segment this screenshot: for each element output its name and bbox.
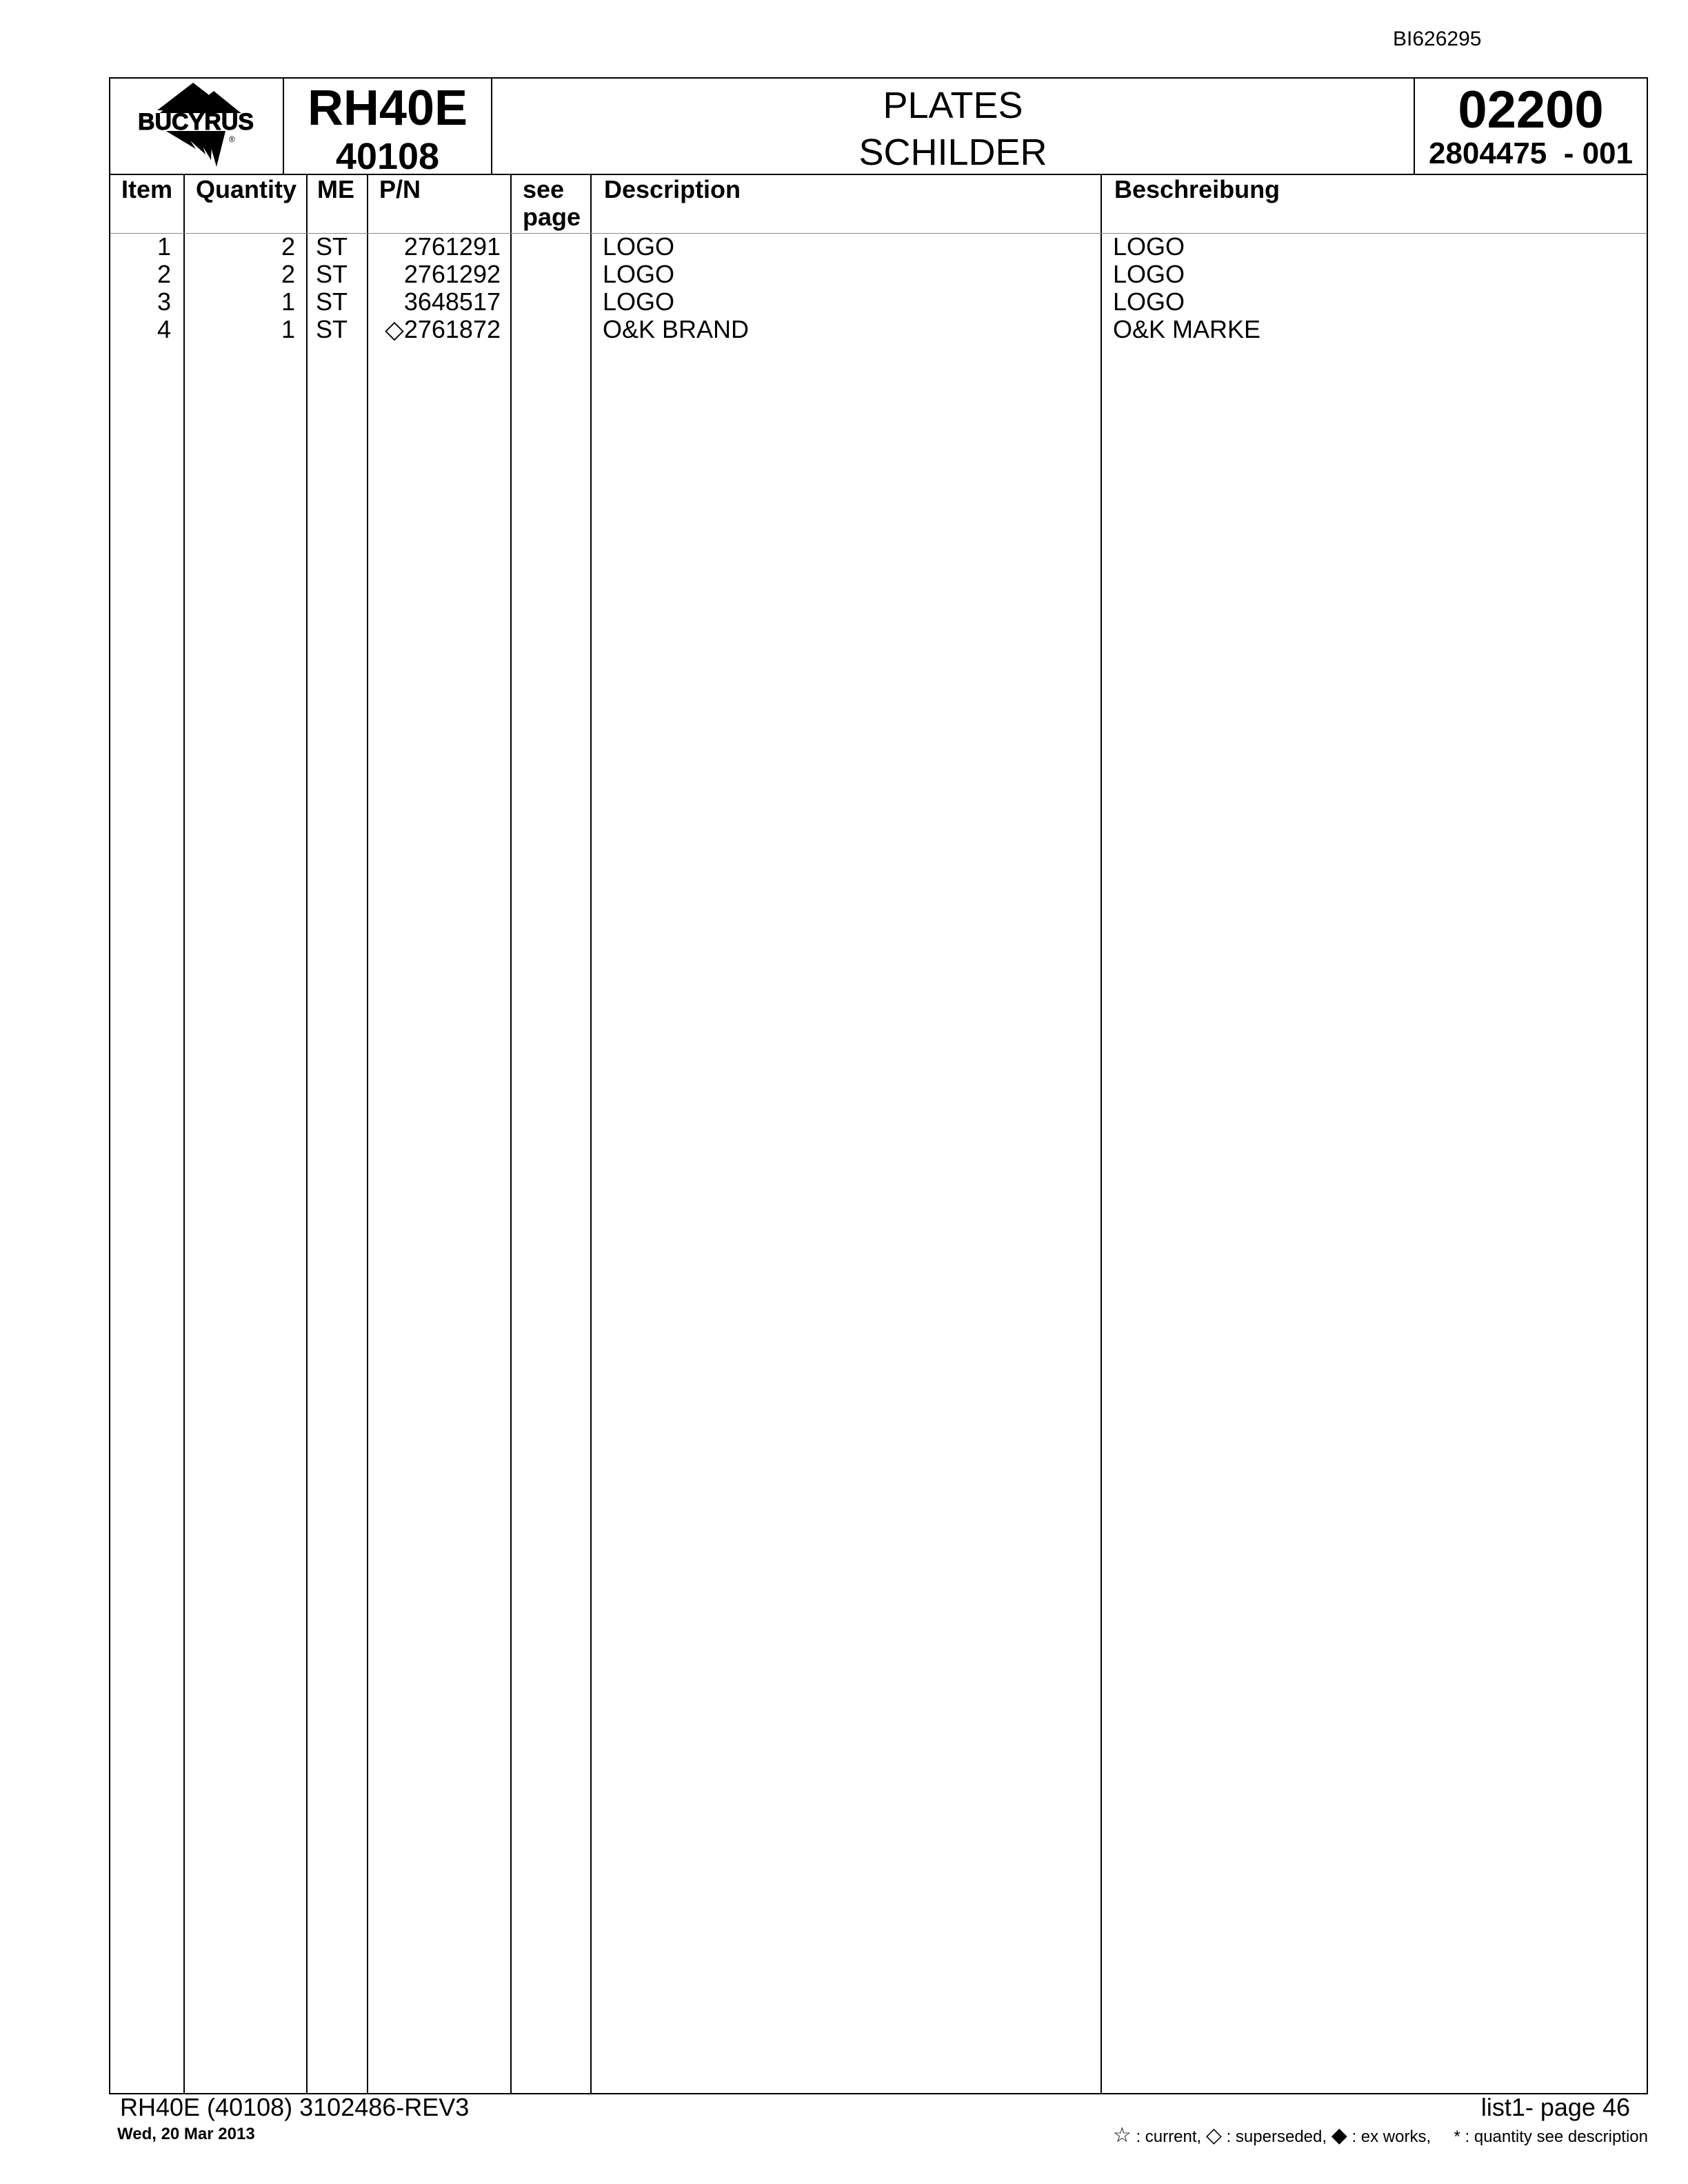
title-german: SCHILDER: [858, 132, 1047, 173]
item-cell: 4: [157, 315, 171, 343]
part-number: 2761292: [403, 260, 501, 288]
column-header-see: see: [523, 175, 565, 203]
description-cell: LOGO: [603, 287, 675, 316]
item-cell: 2: [157, 260, 171, 288]
footer-page-number: list1- page 46: [1480, 2093, 1630, 2121]
unit-cell: ST: [316, 232, 348, 261]
part-number-cell: [367, 261, 501, 288]
table-row: [110, 288, 1647, 316]
column-header-item: Item: [121, 175, 173, 203]
superseded-icon: ◇: [385, 315, 404, 343]
unit-cell: ST: [316, 287, 348, 316]
beschreibung-cell: LOGO: [1113, 260, 1185, 288]
diamond-outline-icon: ◇: [1205, 2124, 1222, 2147]
part-number-cell: [367, 288, 501, 316]
title-block: [109, 77, 1648, 175]
quantity-cell: 1: [281, 287, 295, 316]
diamond-filled-icon: ◆: [1331, 2124, 1347, 2147]
beschreibung-cell: O&K MARKE: [1113, 315, 1261, 343]
table-row: [110, 316, 1647, 343]
star-icon: ☆: [1112, 2124, 1132, 2147]
drawing-number: 2804475 - 001: [1428, 136, 1634, 170]
column-header-me: ME: [317, 175, 354, 203]
model-serial: 40108: [335, 136, 440, 177]
logo-cell: [110, 79, 284, 174]
part-number: 2761872: [403, 315, 501, 343]
model-cell: [284, 79, 492, 177]
model-name: RH40E: [307, 81, 468, 136]
column-divider: [306, 175, 308, 2093]
bucyrus-logo: [110, 79, 281, 174]
legend-quantity: * : quantity see description: [1454, 2127, 1648, 2146]
footer-document-reference: RH40E (40108) 3102486-REV3: [120, 2093, 470, 2121]
column-divider: [510, 175, 512, 2093]
item-cell: 3: [157, 287, 171, 316]
beschreibung-cell: LOGO: [1113, 232, 1185, 261]
column-header-description: Description: [604, 175, 741, 203]
svg-text:®: ®: [229, 134, 235, 144]
description-cell: LOGO: [603, 260, 675, 288]
item-cell: 1: [157, 232, 171, 261]
part-number: 2761291: [403, 232, 501, 261]
column-header-quantity: Quantity: [196, 175, 297, 203]
column-header-page: page: [523, 203, 581, 231]
title-cell: [492, 79, 1415, 174]
quantity-cell: 2: [281, 232, 295, 261]
table-row: [110, 233, 1647, 261]
beschreibung-cell: LOGO: [1113, 287, 1185, 316]
column-divider: [1101, 175, 1102, 2093]
symbol-legend: [1113, 2123, 1648, 2147]
legend-ex-works: : ex works,: [1352, 2127, 1431, 2146]
parts-table: [109, 174, 1648, 2094]
description-cell: O&K BRAND: [603, 315, 750, 343]
unit-cell: ST: [316, 315, 348, 343]
column-divider: [367, 175, 368, 2093]
part-number-cell: [367, 316, 501, 343]
column-header-pn: P/N: [379, 175, 421, 203]
unit-cell: ST: [316, 260, 348, 288]
svg-text:BUCYRUS: BUCYRUS: [137, 109, 254, 135]
quantity-cell: 2: [281, 260, 295, 288]
part-number: 3648517: [403, 287, 501, 316]
legend-current: : current,: [1136, 2127, 1202, 2146]
table-row: [110, 261, 1647, 288]
column-divider: [183, 175, 185, 2093]
group-cell: [1415, 79, 1647, 174]
part-number-cell: [367, 233, 501, 261]
group-number: 02200: [1458, 81, 1604, 139]
description-cell: LOGO: [603, 232, 675, 261]
quantity-cell: 1: [281, 315, 295, 343]
footer-date: Wed, 20 Mar 2013: [117, 2125, 255, 2143]
title-english: PLATES: [883, 85, 1023, 126]
column-header-beschreibung: Beschreibung: [1114, 175, 1280, 203]
column-divider: [590, 175, 592, 2093]
legend-superseded: : superseded,: [1226, 2127, 1327, 2146]
document-id: BI626295: [1393, 28, 1482, 50]
